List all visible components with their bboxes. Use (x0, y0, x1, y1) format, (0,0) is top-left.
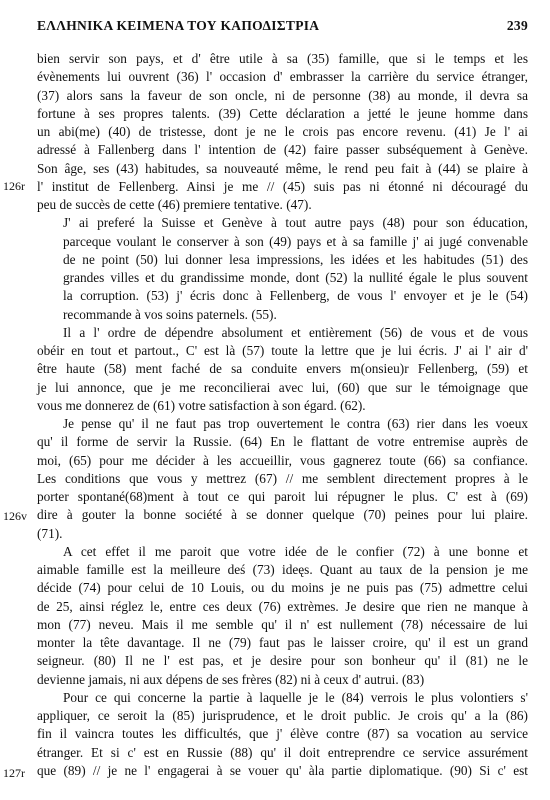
text-line: seigneur. (80) Il ne l' est pas, et je desire pour son bonheur qu' il (81) ne le (37, 653, 528, 669)
text-line: Il a l' ordre de dépendre absolument et entièrement (56) de vous et de vous (63, 324, 528, 340)
text-line: l' institut de Fellenberg. Ainsi je me // (45) suis pas ni étonné ni découragé du (37, 178, 528, 194)
text-line: un abi(me) (40) de tristesse, dont je ne le crois pas encore revenu. (41) Je l' ai (37, 124, 528, 139)
text-line: que (89) // je ne l' engagerai à se vouer qu' àla partie diplomatique. (90) Si c' est (37, 762, 528, 778)
text-line: recommande à vos soins paternels. (55). (63, 306, 277, 322)
margin-folio-note: 126r (3, 179, 25, 193)
paragraph (37, 50, 528, 214)
text-line: décide (74) pour celui de 10 Louis, ou du moins je ne puis pas (75) admettre celui (37, 580, 528, 596)
text-line: fin il vaincra toutes les difficultés, que j' élève contre (87) sa vocation au service (37, 726, 528, 742)
page-number: 239 (506, 18, 528, 33)
margin-folio-note: 126v (3, 509, 27, 523)
text-line: obéir en tout et partout., C' est là (57) toute la lettre que je lui écris. J' ai l' air d' (37, 343, 528, 358)
text-line: parceque voulant le conserver à son (49) pays et à sa famille j' ai jugé convenable (63, 233, 528, 249)
paragraph (37, 543, 528, 689)
text-line: grandes villes et du grandissime monde, dont (52) la nullité égale le plus souvent (63, 270, 528, 285)
text-line: je lui annonce, que je me reconcilierai avec lui, (60) que sur le témoignage que (37, 379, 528, 395)
text-line: être haute (58) ment faché de sa conduite envers m(onsieu)r Fellenberg, (59) et (37, 361, 528, 377)
text-line: Pour ce qui concerne la partie à laquelle je le (84) verrois le plus volontiers s' (63, 689, 528, 705)
text-line: vous me donnerez de (61) votre satisfaction à son égard. (62). (37, 397, 366, 413)
text-line: porter spontané(68)ment à tout ce qui paroit lui répugner le plus. C' est à (69) (37, 489, 528, 504)
text-line: de ne point (50) lui donner lesa impressions, les idées et les habitudes (51) des (63, 251, 528, 267)
running-header (37, 18, 528, 34)
text-line: Les conditions que vous y mettrez (67) // me semblent directement propres à le (37, 470, 528, 486)
margin-folio-note: 127r (3, 766, 25, 780)
text-line: devienne jamais, ni aux dépens de ses frères (82) ni à ceux d' autrui. (83) (37, 671, 425, 687)
running-title: ΕΛΛΗΝΙΚΑ ΚΕΙΜΕΝΑ ΤΟΥ ΚΑΠΟΔΙΣΤΡΙΑ (37, 18, 320, 33)
text-line: aimable famille est la meilleure deś (73) ideęs. Quant au taux de la pension je me (37, 562, 528, 577)
text-line: bien servir son pays, et d' être utile à sa (35) famille, que si le temps et les (37, 51, 528, 66)
text-line: A cet effet il me paroit que votre idée de le confier (72) à une bonne et (63, 543, 528, 559)
text-line: de 25, ainsi réglez le, entre ces deux (76) extrèmes. Je desire que rien ne manque à (37, 598, 528, 614)
text-line: dire à gouter la bonne société à se donner quelque (70) peines pour lui plaire. (37, 507, 528, 523)
text-line: évènements lui ouvrent (36) l' occasion d' embrasser la carrière du service étranger, (37, 69, 528, 85)
body-text (37, 50, 528, 780)
text-line: (71). (37, 525, 63, 541)
text-line: moi, (65) pour me décider à les accueillir, vous gagnerez toute (66) sa confiance. (37, 452, 528, 468)
text-line: qu' il forme de servir la Russie. (64) En le flattant de votre entremise auprès de (37, 434, 528, 450)
text-line: étranger. Et si c' est en Russie (88) qu' il doit entreprendre ce service assurément (37, 744, 528, 760)
text-line: Je pense qu' il ne faut pas trop ouvertement le contra (63) rier dans les voeux (63, 416, 528, 431)
text-line: (37) alors sans la faveur de son oncle, ni de personne (38) au monde, il devra sa (37, 87, 528, 103)
text-line: la corruption. (53) j' écris donc à Fellenberg, de vous l' envoyer et je le (54) (63, 288, 528, 304)
text-line: appliquer, ce seroit la (85) jurisprudence, et le droit public. Je crois qu' a la (86) (37, 708, 528, 723)
paragraph (37, 324, 528, 415)
text-line: mon (77) neveu. Mais il me semble qu' il n' est nullement (78) nécessaire de lui (37, 616, 528, 632)
paragraph (37, 415, 528, 543)
paragraph (37, 214, 528, 324)
text-line: adressé à Fallenberg dans l' intention de (42) faire passer subséquement à Genève. (37, 142, 528, 158)
text-line: J' ai preferé la Suisse et Genève à tout autre pays (48) pour son éducation, (63, 215, 528, 231)
text-line: monter la tête davantage. Il ne (79) faut pas le laisser croire, qu' il est un grand (37, 635, 528, 650)
text-line: fortune à ses propres talents. (39) Cette déclaration a jetté le jeune homme dans (37, 105, 528, 121)
text-line: Son âge, ses (43) habitudes, sa nouveauté même, le rend peu fait à (44) se plaire à (37, 160, 528, 176)
text-line: peu de succès de cette (46) premiere tentative. (47). (37, 197, 312, 212)
paragraph (37, 689, 528, 780)
